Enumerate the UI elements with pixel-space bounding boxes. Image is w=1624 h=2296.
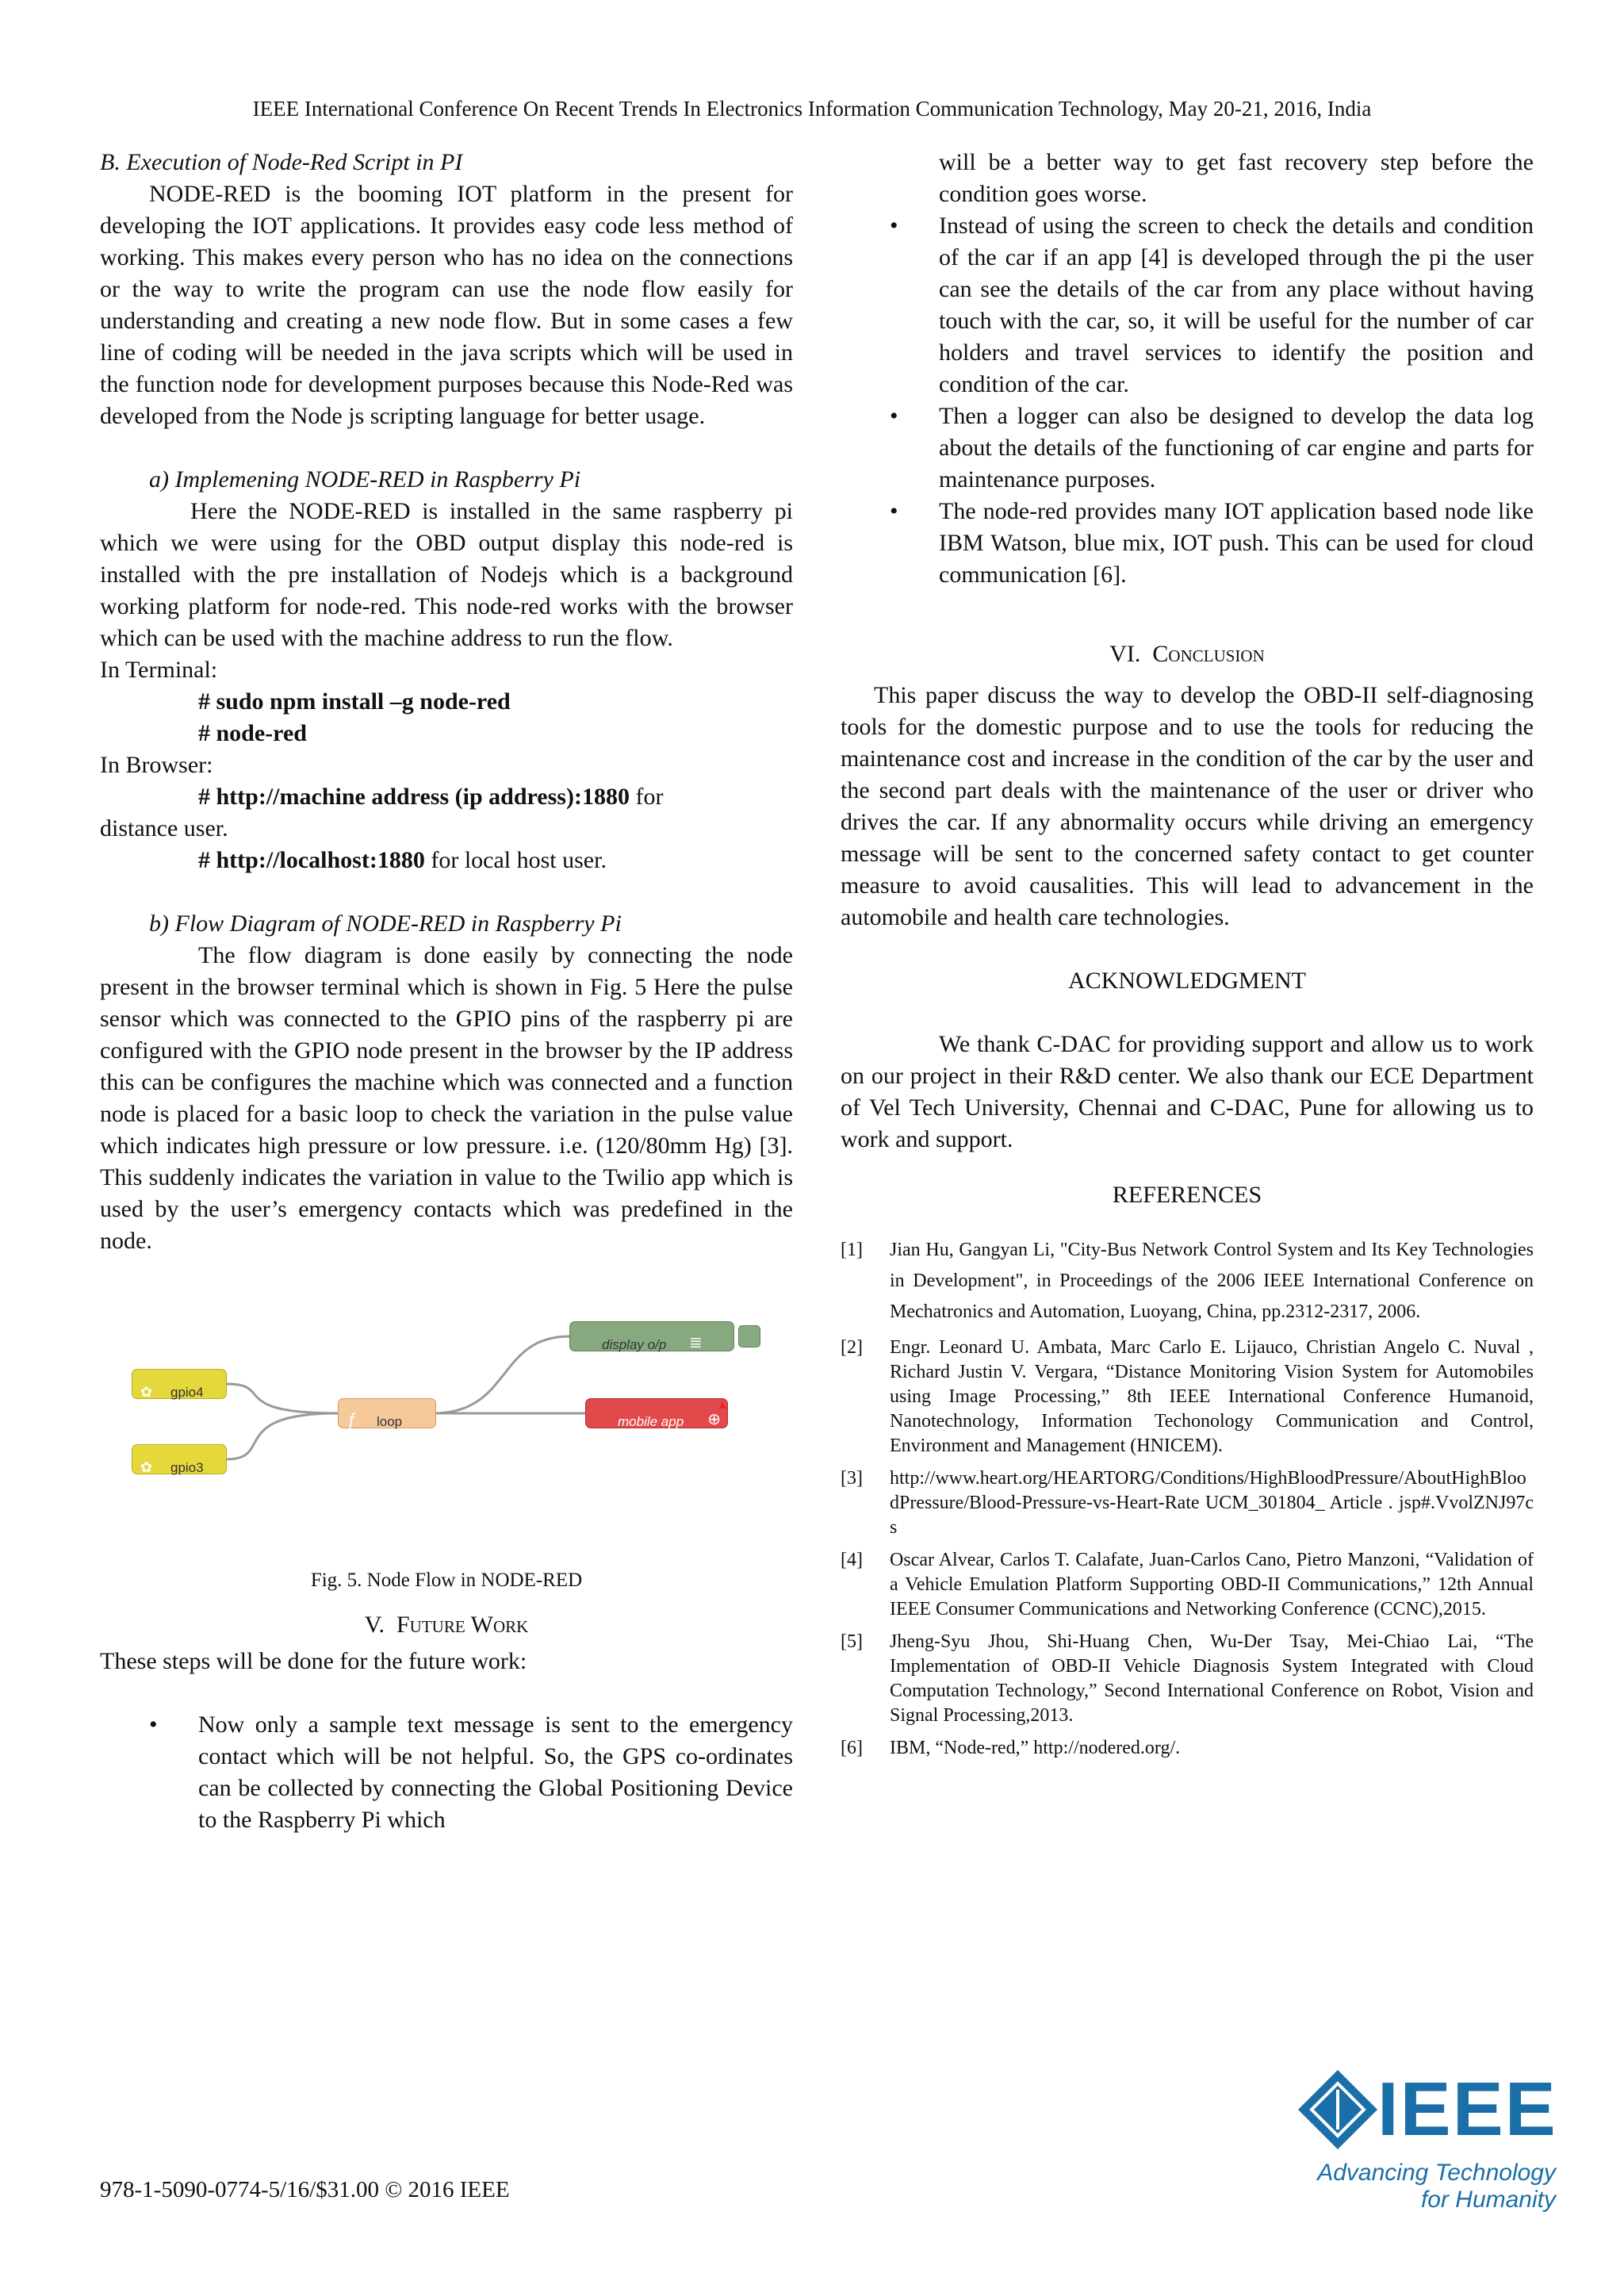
twilio-icon: ⊕ [707,1411,721,1428]
loop-node [338,1398,436,1428]
section-b-title: B. Execution of Node-Red Script in PI [100,149,463,175]
reference-item [841,1630,1534,1728]
figure-caption: Fig. 5. Node Flow in NODE-RED [310,1570,583,1591]
running-header: IEEE International Conference On Recent Trends In Electronics Information Communication Technology, May 20-21, 2016, India [252,97,1372,121]
debug-toggle-icon [738,1325,760,1347]
warning-triangle-icon: ▲ [716,1398,729,1412]
section-5-title: Future Work [396,1612,529,1638]
mobile-app-node [585,1398,728,1428]
wire-gpio3-loop [227,1413,338,1459]
reference-text: IBM, “Node-red,” http://nodered.org/. [890,1738,1181,1758]
section-5-heading [100,1609,793,1641]
copyright-footer: 978-1-5090-0774-5/16/$31.00 © 2016 IEEE [100,2177,510,2202]
ieee-wordmark: IEEE [1377,2067,1557,2152]
future-work-item-cont: will be a better way to get fast recovery step before the condition goes worse. [939,149,1534,207]
gpio3-label: gpio3 [170,1460,204,1475]
list-icon: ≣ [689,1334,703,1351]
reference-text: Engr. Leonard U. Ambata, Marc Carlo E. Lijauco, Christian Angelo C. Nuval , Richard Justin V. Vergara, “Distance Monitoring Vision System for Automobiles using Image Processing,” 8th IEEE International Conference Humanoid, Nanotechnology, Information Techonology Communication and Control, Environment and Management (HNICEM). [890,1337,1534,1456]
subsection-b-paragraph: The flow diagram is done easily by connecting the node present in the browser terminal which is shown in Fig. 5 Here the pulse sensor which was connected to the GPIO pins of the raspberry pi are configured with the GPIO node present in the browser by the IP address this can be configures the machine which was connected and a function node is placed for a basic loop to check the variation in the pulse value which indicates high pressure or low pressure. i.e. (120/80mm Hg) [3]. This suddenly indicates the variation in value to the Twilio app which is used by the user’s emergency contacts which was predefined in the node. [100,942,793,1254]
ieee-diamond-icon [1294,2066,1381,2153]
in-browser-label: In Browser: [100,752,213,778]
subsection-a-title: a) Implemening NODE-RED in Raspberry Pi [149,466,581,493]
tagline-line-1: Advancing Technology [1317,2160,1556,2186]
localhost-url: # http://localhost:1880 [198,847,425,873]
section-6-number: VI. [1109,641,1141,667]
tagline-line-2: for Humanity [1420,2187,1556,2213]
function-icon: ƒ [347,1409,357,1429]
command-localhost [198,845,793,876]
gpio3-node [132,1444,227,1474]
reference-item [841,1736,1534,1761]
command-install: # sudo npm install –g node-red [198,688,511,715]
command-machine-address-cont: distance user. [100,815,228,841]
reference-item [841,1235,1534,1328]
section-6-title: Conclusion [1152,641,1265,667]
right-column [841,147,1534,1769]
reference-number: [5] [841,1631,863,1652]
localhost-suffix: for local host user. [424,847,607,873]
future-work-list [100,1709,793,1836]
ieee-tagline [1317,2160,1556,2214]
reference-item [841,1336,1534,1458]
subsection-b-title: b) Flow Diagram of NODE-RED in Raspberry Pi [149,910,622,937]
raspberry-icon: ✿ [140,1459,153,1475]
gpio4-node [132,1369,227,1399]
machine-address-suffix: for [629,784,664,810]
mobile-label: mobile app [618,1414,684,1429]
future-work-item: • Instead of using the screen to check the details and condition of the car if an app [4] is developed through the pi the user can see the details of the car from any place without having touch with the car, so, it will be useful for the number of car holders and travel services to identify the position and condition of the car. [841,210,1534,401]
reference-text: http://www.heart.org/HEARTORG/Conditions/HighBloodPressure/AboutHighBloodPressure/Blood-Pressure-vs-Heart-Rate UCM_301804_ Article . jsp#.VvolZNJ97cs [890,1468,1534,1538]
display-label: display o/p [602,1337,667,1352]
reference-text: Jian Hu, Gangyan Li, "City-Bus Network Control System and Its Key Technologies in Development", in Proceedings of the 2006 IEEE International Conference on Mechatronics and Automation, Luoyang, China, pp.2312-2317, 2006. [890,1240,1534,1322]
loop-label: loop [377,1414,403,1429]
ieee-logo [1294,2066,1557,2213]
left-column [100,147,793,1836]
section-b-paragraph: NODE-RED is the booming IOT platform in the present for developing the IOT applications. It provides easy code less method of working. This makes every person who has no idea on the connections or the way to write the program can use the node flow easily for understanding and creating a new node flow. But in some cases a few line of coding will be needed in the java scripts which will be used in the function node for development purposes because this Node-Red was developed from the Node js scripting language for better usage. [100,181,793,429]
command-machine-address [198,781,793,813]
section-6-heading [841,638,1534,670]
future-work-list-right [841,210,1534,591]
wire-loop-display [433,1336,569,1413]
acknowledgment-paragraph: We thank C-DAC for providing support and allow us to work on our project in their R&D center. We also thank our ECE Department of Vel Tech University, Chennai and C-DAC, Pune for allowing us to work and support. [841,1031,1534,1152]
reference-number: [1] [841,1240,863,1260]
reference-number: [3] [841,1468,863,1489]
wire-gpio4-loop [227,1384,338,1413]
future-work-item: • The node-red provides many IOT application based node like IBM Watson, blue mix, IOT push. This can be used for cloud communication [6]. [841,496,1534,591]
reference-number: [4] [841,1550,863,1570]
references-heading: REFERENCES [1112,1182,1262,1208]
display-node [569,1321,734,1351]
section-5-number: V. [364,1612,385,1638]
future-work-item: • Now only a sample text message is sent to the emergency contact which will be not helpful. So, the GPS co-ordinates can be collected by connecting the Global Positioning Device to the Raspberry Pi which [100,1709,793,1836]
references-list [841,1235,1534,1761]
gpio4-label: gpio4 [170,1385,204,1400]
reference-text: Oscar Alvear, Carlos T. Calafate, Juan-Carlos Cano, Pietro Manzoni, “Validation of a Vehicle Emulation Platform Supporting OBD-II Communications,” 12th Annual IEEE Consumer Communications and Networking Conference (CCNC),2015. [890,1550,1534,1619]
reference-item [841,1548,1534,1622]
node-flow-figure [100,1298,793,1560]
subsection-a-paragraph: Here the NODE-RED is installed in the same raspberry pi which we were using for the OBD output display this node-red is installed with the pre installation of Nodejs which is a background working platform for node-red. This node-red works with the browser which can be used with the machine address to run the flow. [100,498,793,651]
reference-text: Jheng-Syu Jhou, Shi-Huang Chen, Wu-Der Tsay, Mei-Chiao Lai, “The Implementation of OBD-II Vehicle Diagnosis System Integrated with Cloud Computation Technology,” Second International Conference on Robot, Vision and Signal Processing,2013. [890,1631,1534,1726]
command-node-red: # node-red [198,720,307,746]
raspberry-icon: ✿ [140,1384,153,1400]
in-terminal-label: In Terminal: [100,657,218,683]
section-5-intro: These steps will be done for the future work: [100,1648,527,1674]
reference-number: [6] [841,1738,863,1758]
machine-address-url: # http://machine address (ip address):1880 [198,784,630,810]
reference-item [841,1466,1534,1540]
reference-number: [2] [841,1337,863,1358]
future-work-item: • Then a logger can also be designed to develop the data log about the details of the functioning of car engine and parts for maintenance purposes. [841,401,1534,496]
conclusion-paragraph: This paper discuss the way to develop the OBD-II self-diagnosing tools for the domestic purpose and to use the tools for reducing the maintenance cost and increase in the condition of the car by the user and the second part deals with the maintenance of the user or driver who drives the car. If any abnormality occurs while driving an emergency message will be sent to the concerned safety contact to get counter measure to avoid causalities. This will lead to advancement in the automobile and health care technologies. [841,682,1534,930]
acknowledgment-heading: ACKNOWLEDGMENT [1068,968,1306,994]
